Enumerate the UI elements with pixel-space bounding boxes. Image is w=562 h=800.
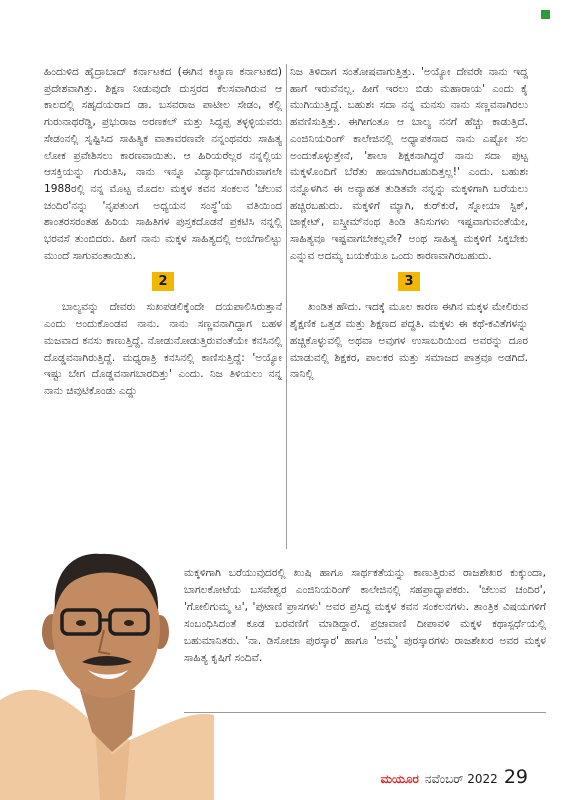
article-paragraph: ನಿಜ ತಿಳಿದಾಗ ಸಂತೋಷವಾಗುತ್ತಿತ್ತು. 'ಅಯ್ಯೋ ದೇವರೇ ನಾನು ಇದ್ದ ಹಾಗೆ ಇರುವೆನಲ್ಲ. ಹೀಗೆ ಇರಲು ಬಿಡು ಮಹಾರಾಯ' ಎಂದು ಕೈ ಮುಗಿಯುತ್ತಿದ್ದೆ. ಬಹುಶಃ ಸದಾ ನನ್ನ ಮನಸು ನಾನು ಸಣ್ಣವನಾಗಿರಲು ಹವಣಿಸುತ್ತಿತ್ತು. ಈಗೀಗಂತೂ ಆ ಬಾಲ್ಯ ನನಗೆ ಹೆಚ್ಚು ಕಾಡುತ್ತಿದೆ. ಎಂಜಿನಿಯರಿಂಗ್ ಕಾಲೇಜಿನಲ್ಲಿ ಅಧ್ಯಾಪಕನಾದ ನಾನು ಎಷ್ಟೋ ಸಲ ಅಂದುಕೊಳ್ಳುತ್ತೇನೆ, 'ಶಾಲಾ ಶಿಕ್ಷಕನಾಗಿದ್ದರೆ ನಾನು ಸದಾ ಪುಟ್ಟ ಮಕ್ಕಳೊಂದಿಗೆ ಬೆರೆತು ಹಾಯಾಗಿರಬಹುದಿತ್ತಲ್ಲ!' ಎಂದು. ಬಹುಶಃ ನನ್ನೊಳಗಿನ ಈ ಅವ್ಯಾಹತ ತುಡಿತವೇ ನನ್ನನ್ನು ಮಕ್ಕಳಿಗಾಗಿ ಬರೆಯಲು ಹಚ್ಚಿರಬಹುದು. ಮಕ್ಕಳಿಗೆ ಮ್ಯಾಗಿ, ಕುರ್‌ಕುರೆ, ಸ್ನೋಯಾ ಸ್ಟಿಕ್, ಚಾಕ್ಲೇಟ್, ಐಸ್ಕ್ರೀಮ್‌ನಂಥ ತಿಂಡಿ ತಿನಿಸುಗಳು ಇಷ್ಟವಾಗುವಂತೆಯೇ, ಸಾಹಿತ್ಯವೂ ಇಷ್ಟವಾಗಬೇಕಲ್ಲವೇ? ಅಂಥ ಸಾಹಿತ್ಯ ಮಕ್ಕಳಿಗೆ ಸಿಕ್ಕಬೇಕು ಎನ್ನುವ ಅದಮ್ಯ ಬಯಕೆಯೂ ಒಂದು ಕಾರಣವಾಗಿರಬಹುದು. [290,66,528,262]
corner-marker [541,10,550,19]
article-paragraph: ಹಿಂದುಳಿದ ಹೈದ್ರಾಬಾದ್ ಕರ್ನಾಟಕದ (ಈಗಿನ ಕಲ್ಯಾಣ ಕರ್ನಾಟಕದ) ಪ್ರದೇಶವಾಗಿತ್ತು. ಶಿಕ್ಷಣ ನೀಡುವುದೇ ದುಸ್ತರದ ಕೆಲಸವಾಗಿರುವ ಆ ಕಾಲದಲ್ಲಿ ಸಹೃದಯರಾದ ಡಾ. ಬಸವರಾಜ ಪಾಟೀಲ ಸೇಡಂ, ಕೆಲ್ಲಿ ಗುರುನಾಥರೆಡ್ಡಿ, ಪ್ರಭುರಾಜ ಅರಣಕಲ್ ಮತ್ತು ಸಿದ್ದಪ್ಪ ತಳ್ಳಳ್ಳಿಯವರು ಸೇಡಂನಲ್ಲಿ ಸೃಷ್ಟಿಸಿದ ಸಾಹಿತ್ಯಿಕ ವಾತಾವರಣವೇ ನನ್ನಂಥವರು ಸಾಹಿತ್ಯ ಲೋಕ ಪ್ರವೇಶಿಸಲು ಕಾರಣವಾಯಿತು. ಆ ಹಿರಿಯರೆಲ್ಲರ ನನ್ನಲ್ಲಿಯ ಆಸಕ್ತಿಯನ್ನು ಗುರುತಿಸಿ, ನಾನು ಇನ್ನೂ ವಿದ್ಯಾರ್ಥಿಯಾಗಿರುವಾಗಲೇ 1988ರಲ್ಲಿ ನನ್ನ ಮೊಟ್ಟ ಮೊದಲ ಮಕ್ಕಳ ಕವನ ಸಂಕಲನ 'ಚೆಲುವ ಚಂದಿರ'ನನ್ನು 'ನೃಪತುಂಗ ಅಧ್ಯಯನ ಸಂಸ್ಥೆ'ಯ ವತಿಯಿಂದ ಶಾಂತರಸರಂತಹ ಹಿರಿಯ ಸಾಹಿತಿಗಳ ಪುಸ್ತಕದೊಡನೆ ಪ್ರಕಟಿಸಿ ನನ್ನಲ್ಲಿ ಭರವಸೆ ತುಂಬಿದರು. ಹೀಗೆ ನಾನು ಮಕ್ಕಳ ಸಾಹಿತ್ಯದಲ್ಲಿ ಅಂಬೆಗಾಲಿಟ್ಟು ಮುಂದೆ ಸಾಗುವಂತಾಯಿತು. [44,66,282,262]
author-bio [184,565,546,667]
magazine-brand: ಮಯೂರ [380,772,419,786]
column-divider [286,64,287,549]
author-bio-text: ಮಕ್ಕಳಿಗಾಗಿ ಬರೆಯುವುದರಲ್ಲಿ ಖುಷಿ ಹಾಗೂ ಸಾರ್ಥಕತೆಯನ್ನು ಕಾಣುತ್ತಿರುವ ರಾಜಶೇಖರ ಕುಕ್ಕುಂದಾ, ಬಾಗಲಕೋಟೆಯ ಬಸವೇಶ್ವರ ಎಂಜಿನಿಯರಿಂಗ್ ಕಾಲೇಜಿನಲ್ಲಿ ಸಹಪ್ರಾಧ್ಯಾಪಕರು. 'ಚೆಲುವ ಚಂದಿರ', 'ಗೋಲಿಗುಮ್ಮ ಟ', 'ಪುಟಾಣಿ ಪ್ರಾಸಗಳು' ಅವರ ಪ್ರಸಿದ್ಧ ಮಕ್ಕಳ ಕವನ ಸಂಕಲನಗಳು. ತಾಂತ್ರಿಕ ವಿಷಯಗಳಿಗೆ ಸಂಬಂಧಿಸಿದಂತೆ ಕೂಡ ಬರವಣಿಗೆ ಮಾಡಿದ್ದಾರೆ. ಪ್ರಜಾವಾಣಿ ದೀಪಾವಳಿ ಮಕ್ಕಳ ಕಥಾಸ್ಪರ್ಧೆಯಲ್ಲಿ ಬಹುಮಾನಿತರು. 'ನಾ. ಡಿಸೋಜಾ ಪುರಸ್ಕಾರ' ಹಾಗೂ 'ಅಮ್ಮ' ಪುರಸ್ಕಾರಗಳು ರಾಜಶೇಖರ ಅವರ ಮಕ್ಕಳ ಸಾಹಿತ್ಯ ಕೃಷಿಗೆ ಸಂದಿವೆ. [184,567,546,664]
article-left-column [44,64,282,400]
issue-month: ನವೆಂಬರ್ 2022 [424,772,498,786]
bio-underline [184,712,546,713]
page-number: 29 [503,766,528,788]
author-portrait-image [0,540,214,800]
section-number-badge: 2 [152,272,174,291]
page-footer [381,766,528,788]
article-right-column [290,64,528,383]
article-paragraph: ಬಾಲ್ಯವನ್ನು ದೇವರು ಸುಖಪಡಲಿಕ್ಕೆಂದೇ ದಯಪಾಲಿಸಿರುತ್ತಾನೆ ಎಂದು ಅಂದುಕೊಂಡವ ನಾನು. ನಾನು ಸಣ್ಣವನಾಗಿದ್ದಾಗ ಬಹಳ ಮಜವಾದ ಕನಸು ಕಾಣುತ್ತಿದ್ದೆ. ನೋಡುನೋಡುತ್ತಿರುವಂತೆಯೇ ಕನಸಿನಲ್ಲಿ ದೊಡ್ಡವನಾಗಿರುತ್ತಿದ್ದೆ. ಮಧ್ಯರಾತ್ರಿ ಕನಸಿನಲ್ಲಿ ಕಾಣಿಸುತ್ತಿದ್ದೆ: 'ಅಯ್ಯೋ ಇಷ್ಟು ಬೇಗ ದೊಡ್ಡವನಾಗಬಾರದಿತ್ತು' ಎಂದು. ನಿಜ ತಿಳಿಯಲು ನನ್ನ ನಾನು ಚಿವುಟಿಕೊಂಡು ಎದ್ದು [44,301,282,397]
article-paragraph: ಖಂಡಿತ ಹೌದು. ಇದಕ್ಕೆ ಮೂಲ ಕಾರಣ ಈಗಿನ ಮಕ್ಕಳ ಮೇಲಿರುವ ಶೈಕ್ಷಣಿಕ ಒತ್ತಡ ಮತ್ತು ಶಿಕ್ಷಣದ ಪದ್ಧತಿ. ಮಕ್ಕಳು ಈ ಕಥೆ-ಕವಿತೆಗಳನ್ನು ಹಚ್ಚಿಕೊಳ್ಳುವಲ್ಲಿ ಅಥವಾ ಅವುಗಳ ಉಸಾಬರಿಯಿಂದ ಅವರನ್ನು ದೂರ ಮಾಡುವಲ್ಲಿ ಶಿಕ್ಷಕರ, ಪಾಲಕರ ಮತ್ತು ಸಮಾಜದ ಪಾತ್ರವೂ ಅಡಗಿದೆ. ನಾನಿಲ್ಲಿ [290,301,528,381]
section-number-badge: 3 [398,272,420,291]
